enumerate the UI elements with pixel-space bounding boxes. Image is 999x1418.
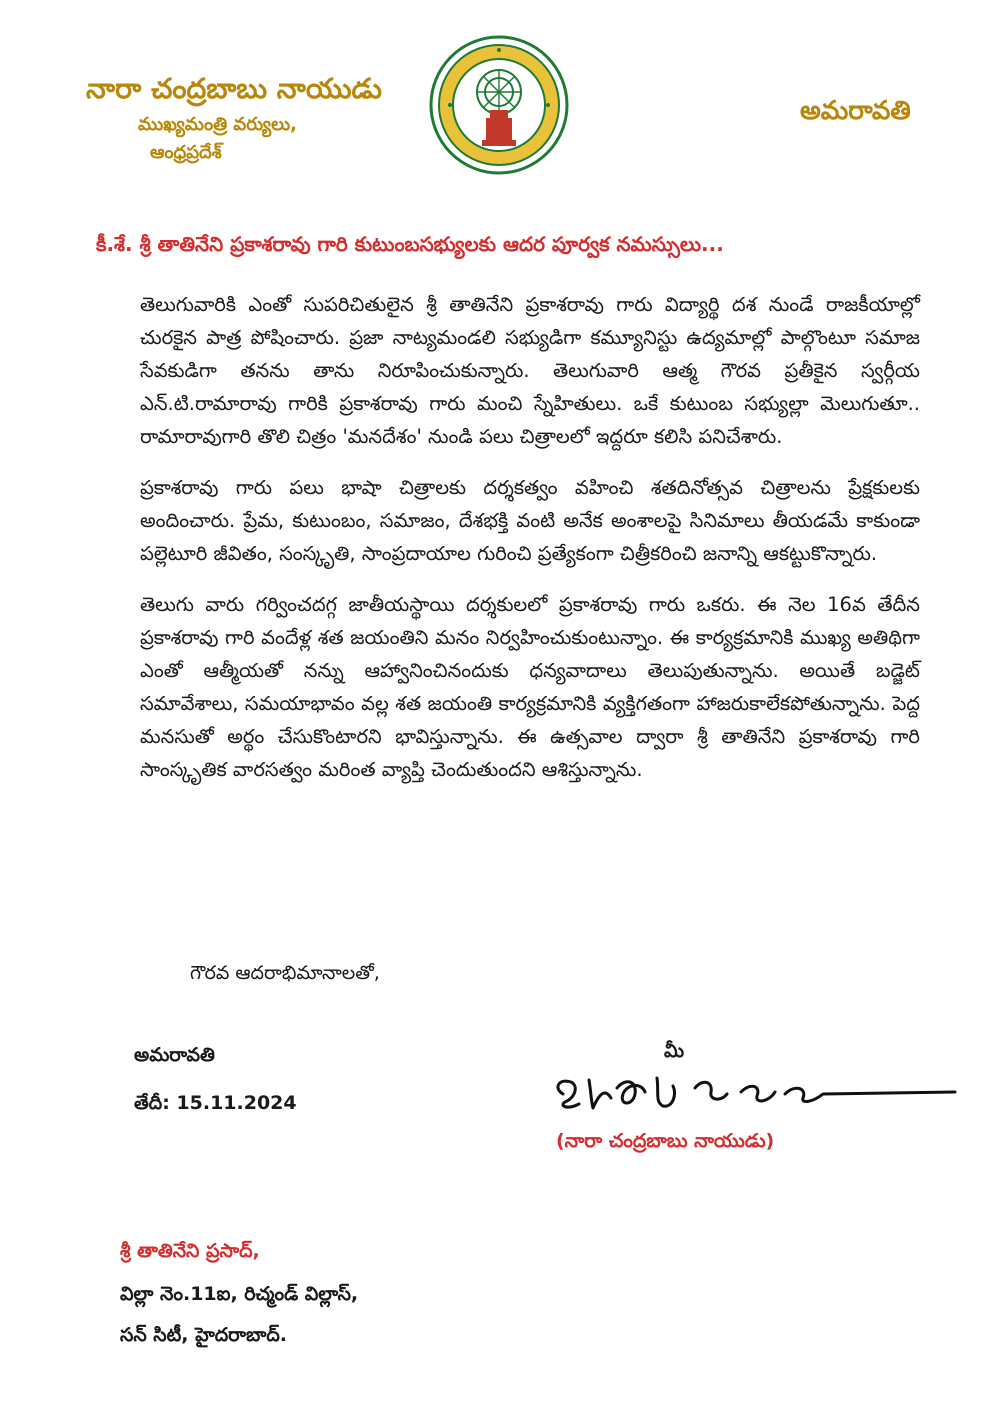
signatory-name: (నారా చంద్రబాబు నాయుడు) (556, 1130, 775, 1152)
recipient-block (120, 1240, 358, 1365)
letterhead-state: ఆంధ్రప్రదేశ్ (150, 142, 222, 163)
andhra-pradesh-emblem-icon (428, 34, 570, 176)
letterhead-city: అమరావతి (800, 96, 911, 126)
paragraph: తెలుగు వారు గర్వించదగ్గ జాతీయస్థాయి దర్శకులలో ప్రకాశరావు గారు ఒకరు. ఈ నెల 16వ తేదీన ప్రకాశరావు గారి వందేళ్ల శత జయంతిని మనం నిర్వహించుకుంటున్నాం. ఈ కార్యక్రమానికి ముఖ్య అతిథిగా ఎంతో ఆత్మీయతో నన్ను ఆహ్వానించినందుకు ధన్యవాదాలు తెలుపుతున్నాను. అయితే బడ్జెట్ సమావేశాలు, సమయాభావం వల్ల శత జయంతి కార్యక్రమానికి వ్యక్తిగతంగా హాజరుకాలేకపోతున్నాను. పెద్ద మనసుతో అర్థం చేసుకొంటారని భావిస్తున్నాను. ఈ ఉత్సవాల ద్వారా శ్రీ తాతినేని ప్రకాశరావు గారి సాంస్కృతిక వారసత్వం మరింత వ్యాప్తి చెందుతుందని ఆశిస్తున్నాను. (140, 593, 920, 781)
closing: గౌరవ ఆదరాభిమానాలతో, (190, 962, 380, 984)
recipient-address-line1: విల్లా నెం.11ఐ, రిచ్మండ్ విల్లాస్, (120, 1283, 359, 1305)
paragraph: ప్రకాశరావు గారు పలు భాషా చిత్రాలకు దర్శకత్వం వహించి శతదినోత్సవ చిత్రాలను ప్రేక్షకులకు అందించారు. ప్రేమ, కుటుంబం, సమాజం, దేశభక్తి వంటి అనేక అంశాలపై సినిమాలు తీయడమే కాకుండా పల్లెటూరి జీవితం, సంస్కృతి, సాంప్రదాయాల గురించి ప్రత్యేకంగా చిత్రీకరించి జనాన్ని ఆకట్టుకొన్నారు. (140, 476, 920, 565)
recipient-name: శ్రీ తాతినేని ప్రసాద్, (120, 1240, 260, 1262)
place: అమరావతి (134, 1044, 215, 1066)
salutation: కీ.శే. శ్రీ తాతినేని ప్రకాశరావు గారి కుటుంబసభ్యులకు ఆదర పూర్వక నమస్సులు... (96, 232, 724, 256)
letterhead-role: ముఖ్యమంత్రి వర్యులు, (138, 114, 297, 135)
letterhead-name: నారా చంద్రబాబు నాయుడు (86, 72, 382, 105)
recipient-address-line2: సన్ సిటీ, హైదరాబాద్. (120, 1324, 287, 1346)
yours-text: మీ (664, 1040, 685, 1062)
letterhead (0, 0, 999, 200)
date: తేదీ: 15.11.2024 (134, 1092, 297, 1114)
paragraph: తెలుగువారికి ఎంతో సుపరిచితులైన శ్రీ తాతినేని ప్రకాశరావు గారు విద్యార్థి దశ నుండే రాజకీయాల్లో చురకైన పాత్ర పోషించారు. ప్రజా నాట్యమండలి సభ్యుడిగా కమ్యూనిస్టు ఉద్యమాల్లో పాల్గొంటూ సమాజ సేవకుడిగా తనను తాను నిరూపించుకున్నారు. తెలుగువారి ఆత్మ గౌరవ ప్రతీకైన స్వర్గీయ ఎన్.టి.రామారావు గారికి ప్రకాశరావు గారు మంచి స్నేహితులు. ఒకే కుటుంబ సభ్యుల్లా మెలుగుతూ.. రామారావుగారి తొలి చిత్రం 'మనదేశం' నుండి పలు చిత్రాలలో ఇద్దరూ కలిసి పనిచేశారు. (140, 293, 920, 448)
signature (545, 1058, 965, 1126)
letter-body (140, 288, 920, 804)
